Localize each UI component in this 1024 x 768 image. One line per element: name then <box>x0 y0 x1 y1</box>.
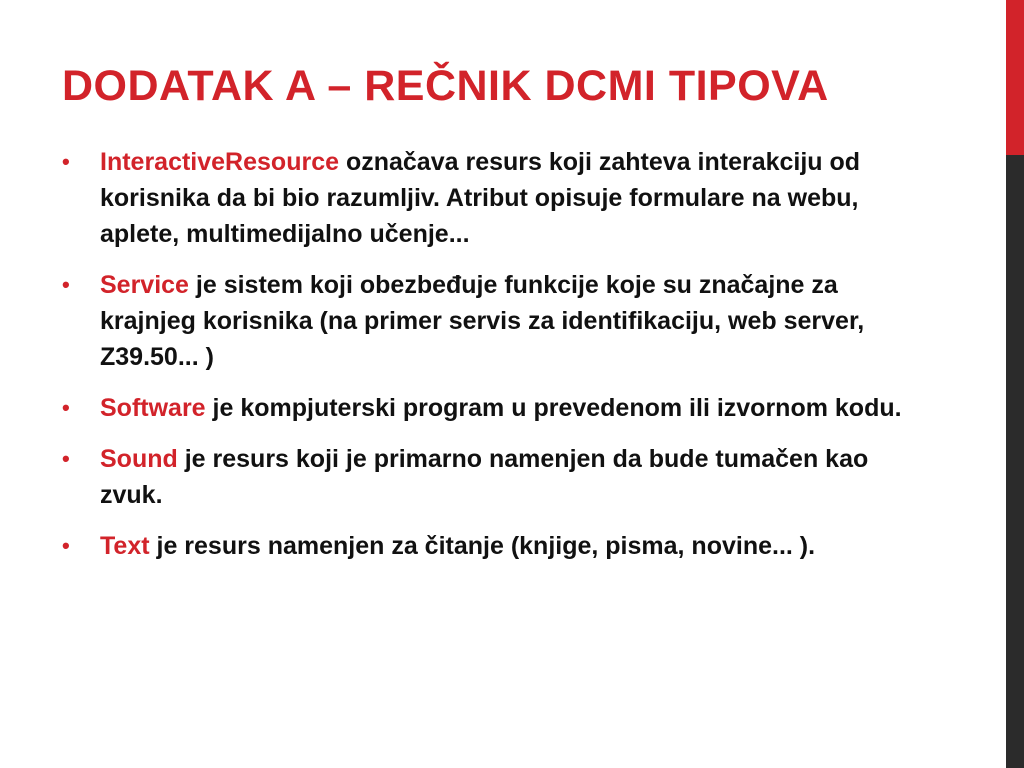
bullet-item-text <box>62 528 912 564</box>
bullet-list <box>62 144 912 579</box>
definition-sound: je resurs koji je primarno namenjen da bude tumačen kao zvuk. <box>100 445 869 509</box>
definition-interactive-resource: označava resurs koji zahteva interakciju od korisnika da bi bio razumljiv. Atribut opisuje formulare na webu, aplete, multimedijalno učenje... <box>100 148 861 248</box>
bullet-marker: • <box>62 272 70 297</box>
term-sound: Sound <box>100 445 178 473</box>
bullet-item-software <box>62 390 912 426</box>
definition-text: je resurs namenjen za čitanje (knjige, pisma, novine... ). <box>149 532 816 560</box>
bullet-item-service <box>62 267 912 375</box>
definition-service: je sistem koji obezbeđuje funkcije koje su značajne za krajnjeg korisnika (na primer servis za identifikaciju, web server, Z39.50... ) <box>100 271 865 371</box>
term-service: Service <box>100 271 189 299</box>
slide-title: DODATAK A – REČNIK DCMI TIPOVA <box>62 62 829 110</box>
bullet-item-interactive-resource <box>62 144 912 252</box>
bullet-marker: • <box>62 149 70 174</box>
term-software: Software <box>100 394 206 422</box>
term-text: Text <box>100 532 150 560</box>
accent-bar-bottom <box>1006 155 1024 768</box>
bullet-marker: • <box>62 533 70 558</box>
bullet-marker: • <box>62 395 70 420</box>
definition-software: je kompjuterski program u prevedenom ili izvornom kodu. <box>205 394 902 422</box>
term-interactive-resource: InteractiveResource <box>100 148 340 176</box>
accent-bar-top <box>1006 0 1024 155</box>
bullet-item-sound <box>62 441 912 513</box>
bullet-marker: • <box>62 446 70 471</box>
